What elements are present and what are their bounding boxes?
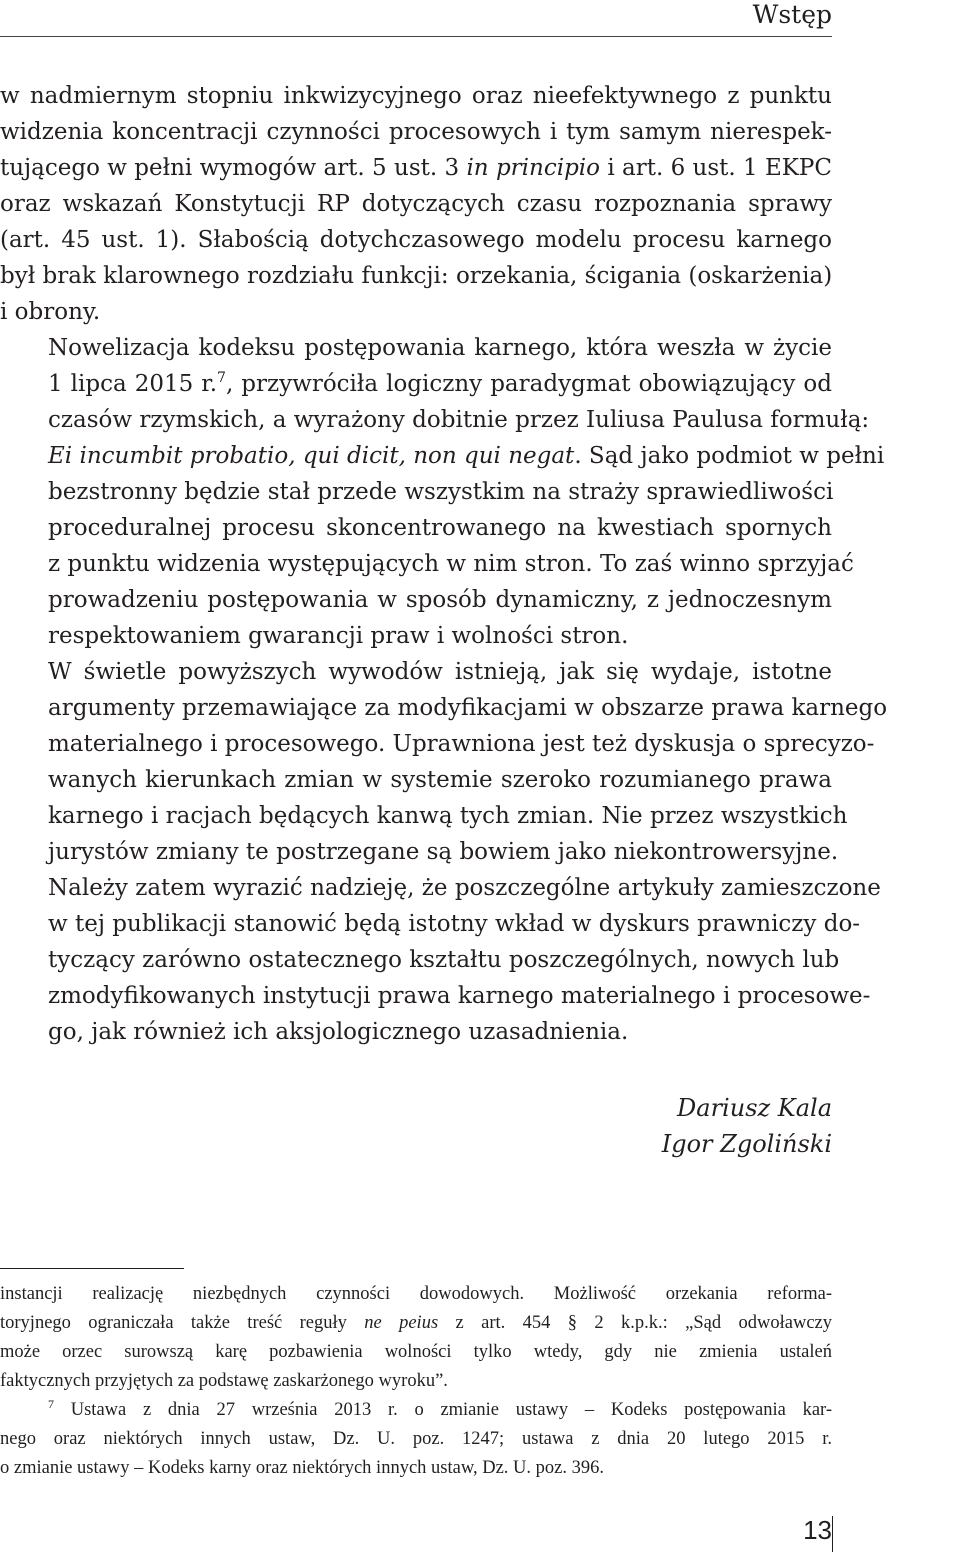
text-line: Należy zatem wyrazić nadzieję, że poszczególne artykuły zamieszczone: [48, 875, 881, 901]
text-line: i obrony.: [0, 299, 101, 325]
text-line: proceduralnej procesu skoncentrowanego na kwestiach spornych: [48, 515, 832, 541]
paragraph-3: [0, 654, 888, 1050]
text-line: Nowelizacja kodeksu postępowania karnego, która weszła w życie: [48, 335, 832, 361]
footnote-rule: [0, 1268, 184, 1269]
author-signature: Dariusz Kala: [677, 1094, 832, 1122]
latin-maxim: Ei incumbit probatio, qui dicit, non qui negat: [48, 443, 575, 469]
author-signature: Igor Zgoliński: [661, 1130, 832, 1158]
text-line: Ei incumbit probatio, qui dicit, non qui negat. Sąd jako podmiot w pełni: [48, 443, 885, 469]
text-line: W świetle powyższych wywodów istnieją, jak się wydaje, istotne: [48, 659, 832, 685]
header-rule: [0, 36, 832, 37]
page-number-rule: [832, 1516, 833, 1552]
text-line: tyczący zarówno ostatecznego kształtu poszczególnych, nowych lub: [48, 947, 840, 973]
text-line: materialnego i procesowego. Uprawniona jest też dyskusja o sprecyzo-: [48, 731, 875, 757]
text-line: oraz wskazań Konstytucji RP dotyczących czasu rozpoznania sprawy: [0, 191, 832, 217]
text-line: jurystów zmiany te postrzegane są bowiem jako niekontrowersyjne.: [48, 839, 839, 865]
text-line: go, jak również ich aksjologicznego uzasadnienia.: [48, 1019, 629, 1045]
footnote-line: nego oraz niektórych innych ustaw, Dz. U. poz. 1247; ustawa z dnia 20 lutego 2015 r.: [0, 1429, 832, 1449]
text-line: prowadzeniu postępowania w sposób dynamiczny, z jednoczesnym: [48, 587, 832, 613]
text-line: był brak klarownego rozdziału funkcji: orzekania, ścigania (oskarżenia): [0, 263, 833, 289]
text-line: widzenia koncentracji czynności procesowych i tym samym nierespek-: [0, 119, 832, 145]
text-line: argumenty przemawiające za modyfikacjami w obszarze prawa karnego: [48, 695, 888, 721]
text-line: w tej publikacji stanowić będą istotny wkład w dyskurs prawniczy do-: [48, 911, 861, 937]
text-line: respektowaniem gwarancji praw i wolności stron.: [48, 623, 629, 649]
text-line: 1 lipca 2015 r.$^7$, przywróciła logiczny paradygmat obowiązujący od: [48, 370, 832, 397]
body-text: [0, 78, 888, 1050]
footnote-line: faktycznych przyjętych za podstawę zaskarżonego wyroku”.: [0, 1371, 448, 1391]
text-line: (art. 45 ust. 1). Słabością dotychczasowego modelu procesu karnego: [0, 227, 832, 253]
footnotes: [0, 1280, 832, 1483]
footnote-line: instancji realizację niezbędnych czynności dowodowych. Możliwość orzekania reforma-: [0, 1284, 832, 1304]
text-line: w nadmiernym stopniu inkwizycyjnego oraz nieefektywnego z punktu: [0, 83, 832, 109]
footnote-line: może orzec surowszą karę pozbawienia wolności tylko wtedy, gdy nie zmienia ustaleń: [0, 1342, 832, 1362]
text-line: z punktu widzenia występujących w nim stron. To zaś winno sprzyjać: [48, 551, 854, 577]
paragraph-1: [0, 78, 832, 330]
latin-phrase: in principio: [466, 155, 600, 181]
text-line: karnego i racjach będących kanwą tych zmian. Nie przez wszystkich: [48, 803, 848, 829]
text-line: bezstronny będzie stał przede wszystkim na straży sprawiedliwości: [48, 479, 834, 505]
text-line: wanych kierunkach zmian w systemie szeroko rozumianego prawa: [48, 767, 832, 793]
text-line: tującego w pełni wymogów art. 5 ust. 3 in principio i art. 6 ust. 1 EKPC: [0, 155, 833, 181]
footnote-line: o zmianie ustawy – Kodeks karny oraz niektórych innych ustaw, Dz. U. poz. 396.: [0, 1458, 605, 1478]
text-line: zmodyfikowanych instytucji prawa karnego materialnego i procesowe-: [48, 983, 871, 1009]
signatures: [662, 1090, 832, 1162]
text-line: czasów rzymskich, a wyrażony dobitnie przez Iuliusa Paulusa formułą:: [48, 407, 870, 433]
footnote-line: toryjnego ograniczała także treść reguły ne peius z art. 454 § 2 k.p.k.: „Sąd odwoławczy: [0, 1313, 832, 1333]
footnote-number: 7: [48, 1397, 54, 1411]
page-number: 13: [803, 1515, 832, 1545]
latin-phrase: ne peius: [364, 1313, 439, 1333]
paragraph-2: [0, 330, 885, 654]
footnote-ref-7[interactable]: 7: [217, 370, 226, 386]
running-head: Wstęp: [752, 0, 832, 29]
footnote-7: $^7$ Ustawa z dnia 27 września 2013 r. o zmianie ustawy – Kodeks postępowania kar-: [48, 1397, 832, 1420]
